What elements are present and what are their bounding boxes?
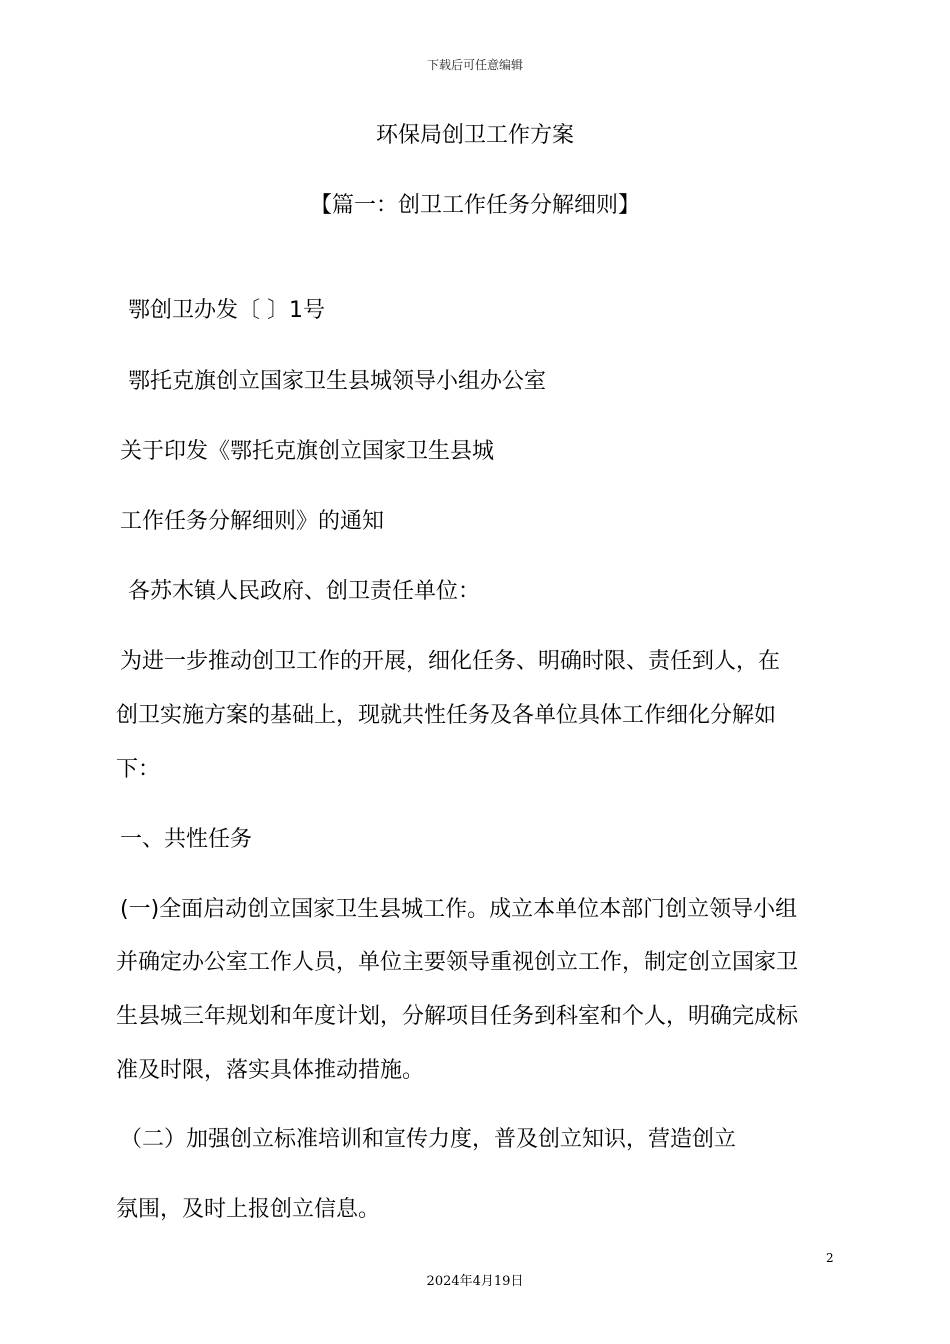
paragraph-line: （二）加强创立标准培训和宣传力度，普及创立知识，营造创立 (120, 1127, 737, 1152)
page-number: 2 (826, 1251, 834, 1265)
addressee-line: 各苏木镇人民政府、创卫责任单位： (128, 579, 481, 604)
issuer-line: 鄂托克旗创立国家卫生县城领导小组办公室 (128, 369, 547, 394)
paragraph-line: 并确定办公室工作人员，单位主要领导重视创立工作，制定创立国家卫 (116, 950, 799, 975)
notice-title-line-2: 工作任务分解细则》的通知 (120, 509, 385, 534)
paragraph-line: (一)全面启动创立国家卫生县城工作。成立本单位本部门创立领导小组 (120, 897, 798, 922)
notice-title-line-1: 关于印发《鄂托克旗创立国家卫生县城 (120, 439, 495, 464)
paragraph-line: 创卫实施方案的基础上，现就共性任务及各单位具体工作细化分解如 (116, 703, 777, 728)
paragraph-line: 准及时限，落实具体推动措施。 (116, 1058, 425, 1083)
paragraph-line: 氛围，及时上报创立信息。 (116, 1197, 381, 1222)
paragraph-line: 下： (116, 757, 161, 782)
document-subtitle: 【篇一：创卫工作任务分解细则】 (309, 193, 640, 218)
document-title: 环保局创卫工作方案 (375, 123, 574, 148)
paragraph-line: 生县城三年规划和年度计划，分解项目任务到科室和个人，明确完成标 (116, 1004, 799, 1029)
doc-number-line: 鄂创卫办发〔 〕1号 (128, 298, 325, 323)
paragraph-line: 为进一步推动创卫工作的开展，细化任务、明确时限、责任到人，在 (120, 649, 781, 674)
section-heading: 一、共性任务 (120, 827, 253, 852)
footer-date: 2024年4月19日 (426, 1274, 524, 1289)
header-note: 下载后可任意编辑 (426, 58, 523, 72)
